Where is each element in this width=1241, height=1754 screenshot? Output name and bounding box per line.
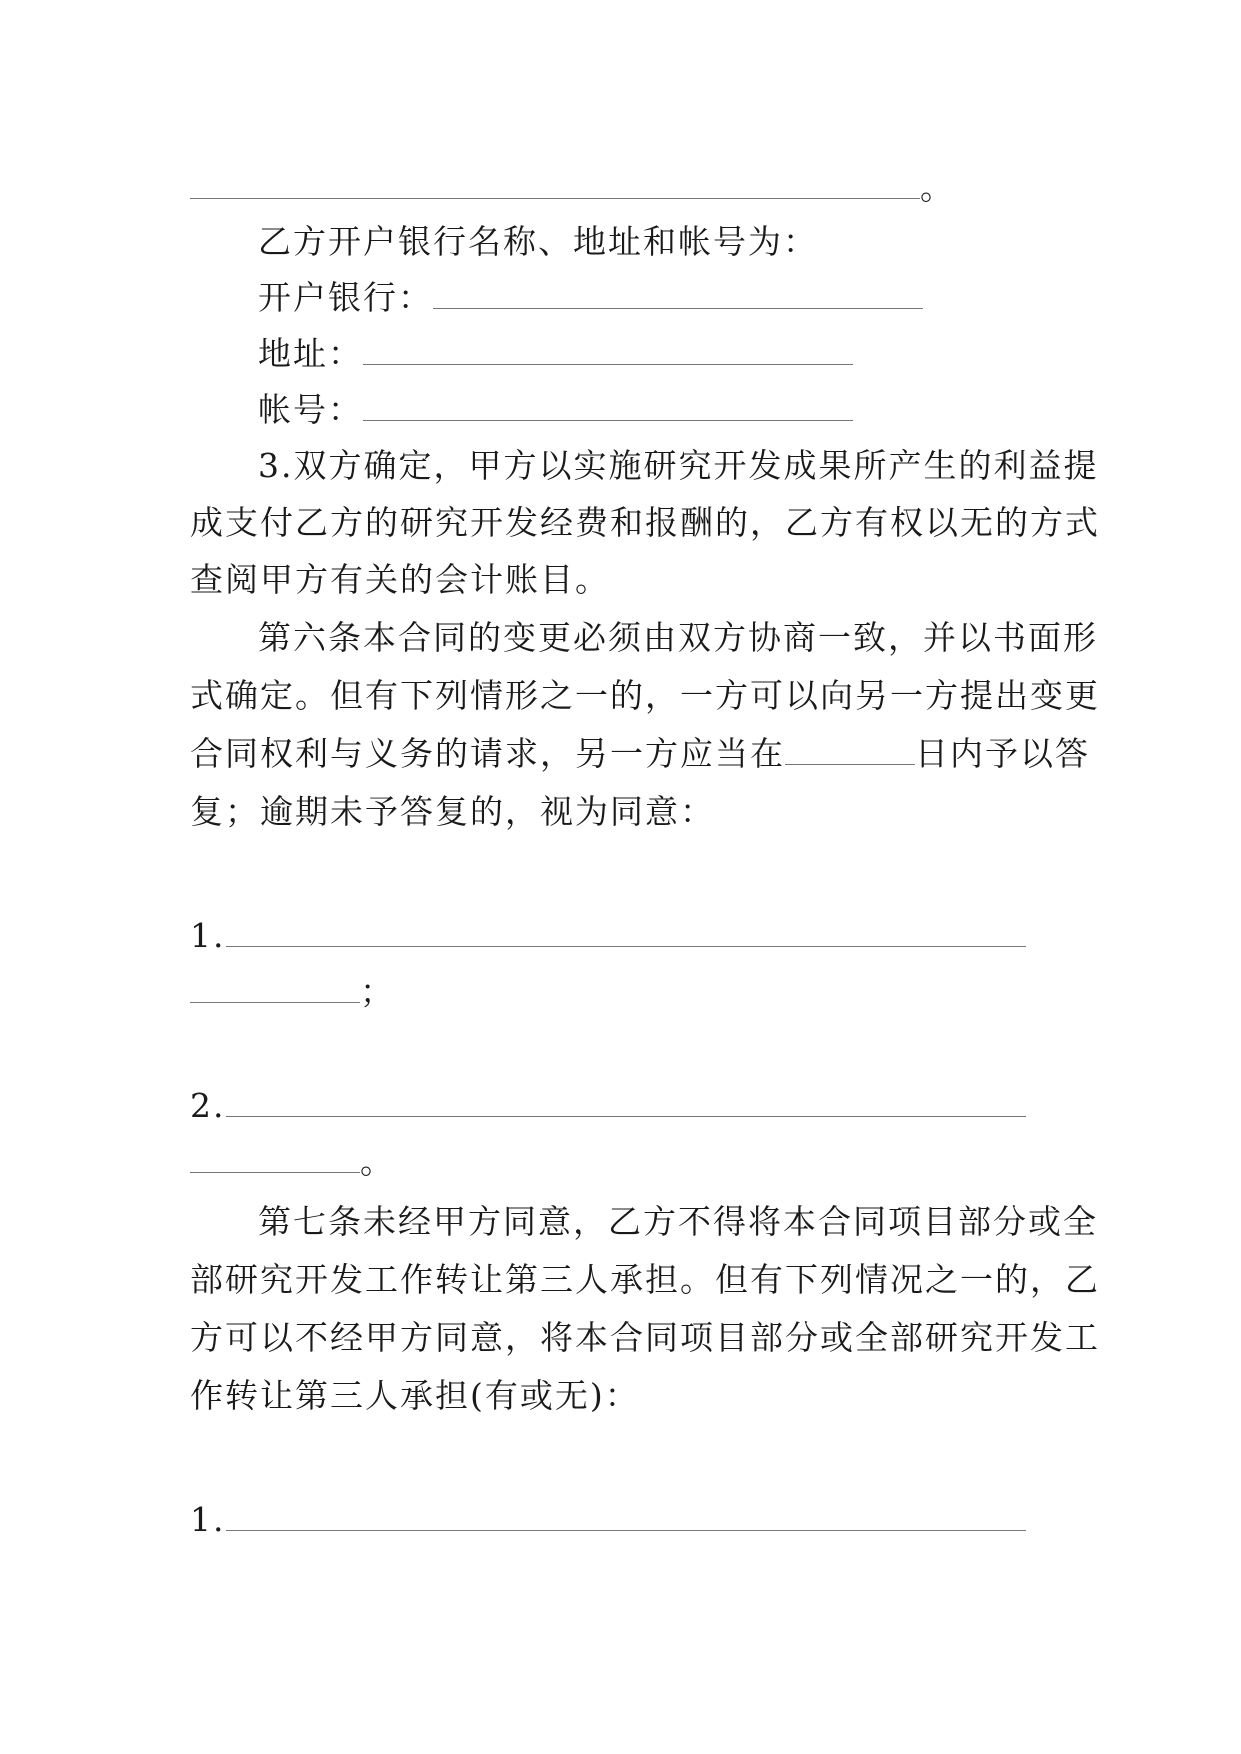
days-blank xyxy=(785,736,915,765)
blank-line xyxy=(190,170,920,199)
article-7-line-3: 方可以不经甲方同意，将本合同项目部分或全部研究开发工 xyxy=(190,1318,1100,1357)
paragraph-3-line-2: 成支付乙方的研究开发经费和报酬的，乙方有权以无的方式 xyxy=(190,503,1100,542)
article-6-line-1: 第六条本合同的变更必须由双方协商一致，并以书面形 xyxy=(258,618,1098,657)
blank-line xyxy=(363,336,853,365)
item-number: 2. xyxy=(190,1086,226,1125)
address-label: 地址： xyxy=(258,334,363,373)
blank-line xyxy=(226,918,1026,947)
top-continuation-line xyxy=(190,168,955,208)
item-2-row xyxy=(190,1086,1026,1126)
bank-heading: 乙方开户银行名称、地址和帐号为： xyxy=(258,222,818,261)
article-6-text-before-blank: 合同权利与义务的请求，另一方应当在 xyxy=(190,734,785,773)
bank-name-row xyxy=(258,278,923,318)
article-7-line-4: 作转让第三人承担(有或无)： xyxy=(190,1376,640,1415)
blank-line xyxy=(226,1502,1026,1531)
blank-line xyxy=(433,280,923,309)
item-2-continuation xyxy=(190,1142,395,1182)
address-row xyxy=(258,334,853,374)
end-mark: 。 xyxy=(360,1142,395,1181)
bank-label: 开户银行： xyxy=(258,278,433,317)
paragraph-3-line-3: 查阅甲方有关的会计账目。 xyxy=(190,560,610,599)
blank-line xyxy=(190,974,360,1003)
account-row xyxy=(258,390,853,430)
blank-line xyxy=(226,1088,1026,1117)
item-1-row xyxy=(190,916,1026,956)
article-6-line-4: 复；逾期未予答复的，视为同意： xyxy=(190,792,715,831)
item-number: 1. xyxy=(190,1500,226,1539)
item-1-continuation xyxy=(190,972,395,1012)
article-7-line-2: 部研究开发工作转让第三人承担。但有下列情况之一的，乙 xyxy=(190,1260,1100,1299)
item-number: 1. xyxy=(190,916,226,955)
article-6-line-3 xyxy=(190,734,1090,774)
blank-line xyxy=(190,1144,360,1173)
account-label: 帐号： xyxy=(258,390,363,429)
blank-line xyxy=(363,392,853,421)
end-mark: 。 xyxy=(920,168,955,207)
article-7-line-1: 第七条未经甲方同意，乙方不得将本合同项目部分或全 xyxy=(258,1202,1098,1241)
article-6-line-2: 式确定。但有下列情形之一的，一方可以向另一方提出变更 xyxy=(190,676,1100,715)
end-mark: ； xyxy=(360,972,395,1011)
article-6-text-after-blank: 日内予以答 xyxy=(915,734,1090,773)
paragraph-3-line-1: 3.双方确定，甲方以实施研究开发成果所产生的利益提 xyxy=(258,446,1099,485)
item-3-row xyxy=(190,1500,1026,1540)
